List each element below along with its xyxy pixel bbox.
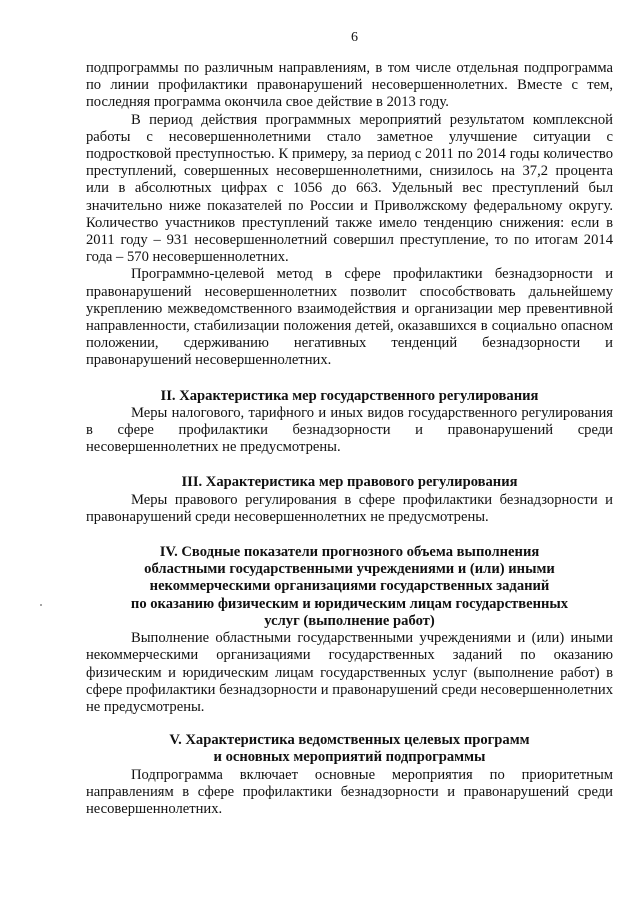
section-4-heading-line: IV. Сводные показатели прогнозного объема выполнения (159, 544, 540, 561)
section-4-text: Выполнение областными государственными учреждениями и (или) иными некоммерческими организациями государственных заданий по оказанию физическим и юридическим лицам государственных услуг (выполнение работ) в сфере профилактики безнадзорности и правонарушений среди несовершеннолетних не предусмотрены. (86, 630, 613, 715)
section-4-heading (86, 544, 613, 630)
section-3-heading: III. Характеристика мер правового регулирования (181, 474, 518, 491)
section-2-text: Меры налогового, тарифного и иных видов государственного регулирования в сфере профилактики безнадзорности и правонарушений среди несовершеннолетних не предусмотрены. (86, 404, 613, 456)
paragraph-program-method: Программно-целевой метод в сфере профилактики безнадзорности и правонарушений несовершеннолетних позволит способствовать дальнейшему укреплению межведомственного взаимодействия и организации мер превентивной направленности, стабилизации положения детей, оказавшихся в социально опасном положении, сдерживанию негативных тенденций безнадзорности и правонарушений несовершеннолетних. (86, 266, 613, 369)
section-4-heading-line: некоммерческими организациями государственных заданий (149, 578, 550, 595)
section-5-heading-line: и основных мероприятий подпрограммы (213, 749, 486, 766)
section-4-heading-line: областными государственными учреждениями и (или) иными (144, 561, 555, 578)
section-4-heading-line: по оказанию физическим и юридическим лицам государственных (130, 595, 569, 612)
section-4-heading-line: услуг (выполнение работ) (264, 612, 435, 629)
section-5-heading-line: V. Характеристика ведомственных целевых программ (169, 732, 530, 749)
paragraph-continuation: подпрограммы по различным направлениям, в том числе отдельная подпрограмма по линии профилактики правонарушений несовершеннолетних. Вместе с тем, последняя программа окончила свое действие в 2013 году. (86, 60, 613, 111)
section-2-heading: II. Характеристика мер государственного регулирования (160, 387, 539, 404)
section-5-text: Подпрограмма включает основные мероприятия по приоритетным направлениям в сфере профилактики безнадзорности и правонарушений среди несовершеннолетних. (86, 766, 613, 817)
paragraph-crime-statistics: В период действия программных мероприятий результатом комплексной работы с несовершеннолетними стало заметное улучшение ситуации с подростковой преступностью. К примеру, за период с 2011 по 2014 годы количество преступлений, совершенных несовершеннолетними, снизилось на 37,2 процента или в абсолютных цифрах с 1056 до 663. Удельный вес преступлений был значительно ниже показателей по России и Приволжскому федеральному округу. Количество участников преступлений также имело тенденцию снижения: если в 2011 году – 931 несовершеннолетний совершил преступление, то по итогам 2014 года – 570 несовершеннолетних. (86, 111, 613, 266)
scan-speck (40, 604, 42, 606)
section-5-heading (86, 732, 613, 766)
page-number: 6 (351, 30, 358, 45)
section-3-text: Меры правового регулирования в сфере профилактики безнадзорности и правонарушений среди несовершеннолетних не предусмотрены. (86, 491, 613, 525)
